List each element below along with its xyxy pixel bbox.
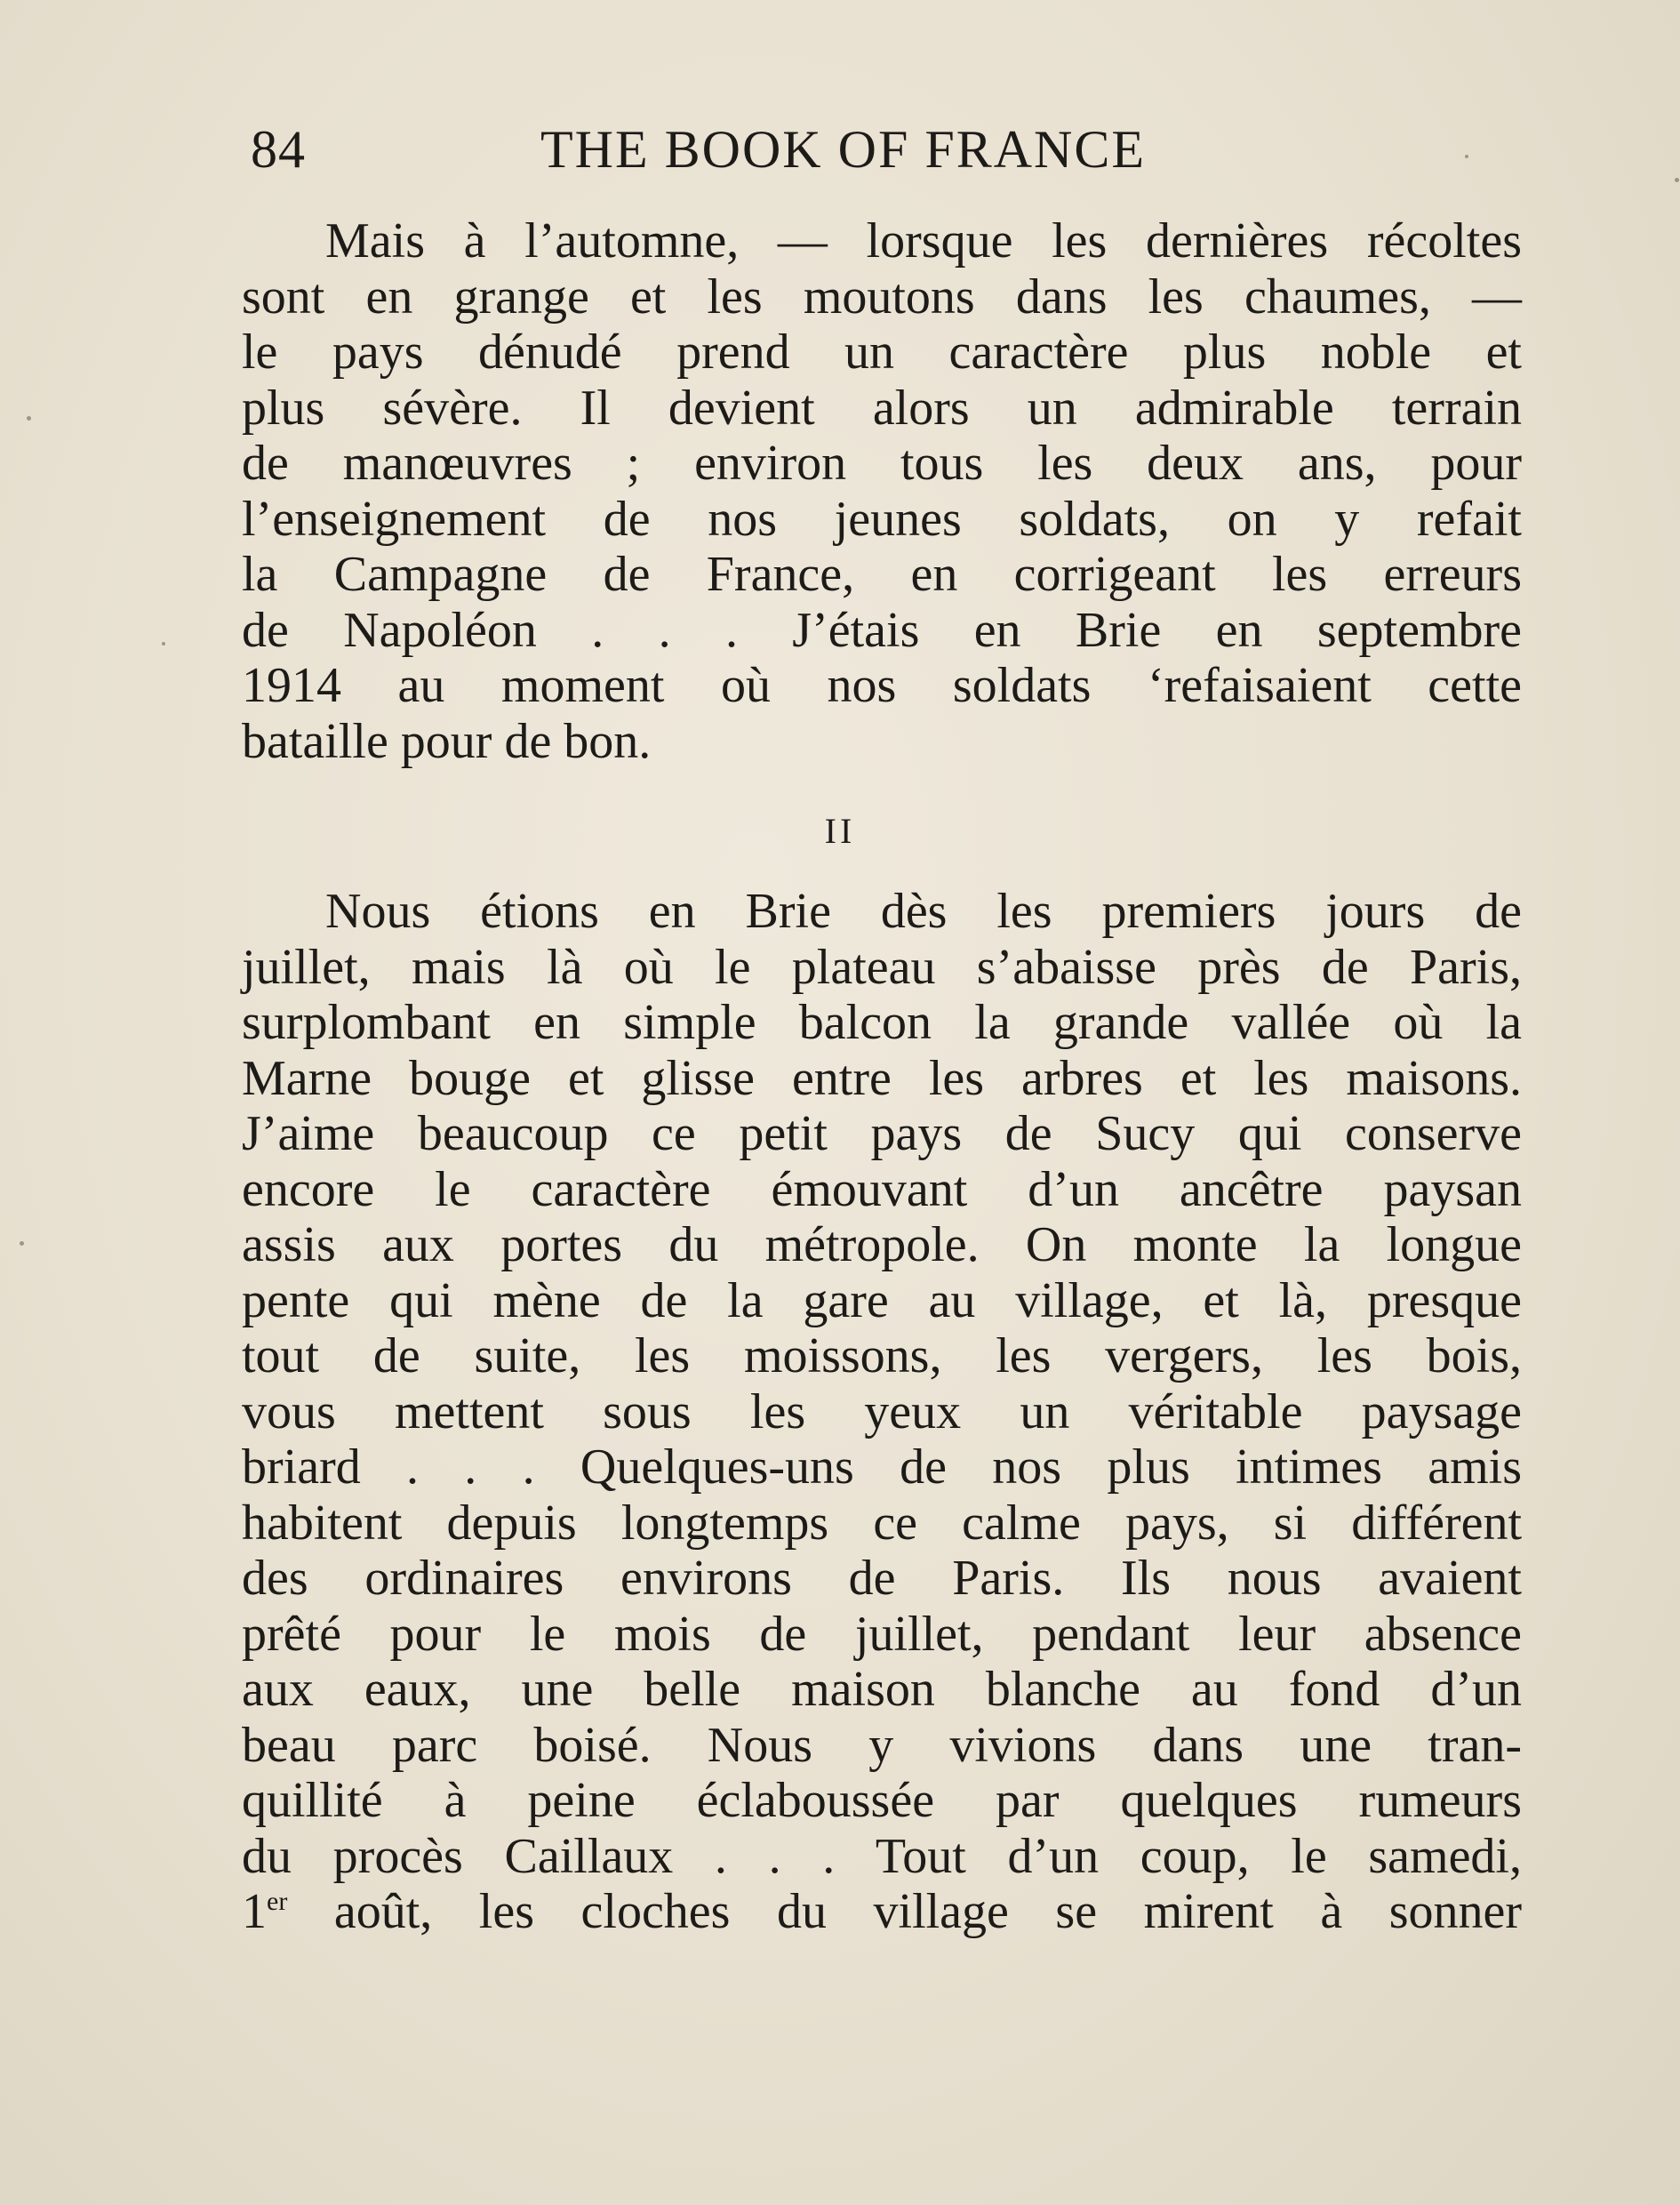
paragraph-2 xyxy=(242,884,1522,1940)
text-line: plus sévère. Il devient alors un admirable terrain xyxy=(242,380,1522,436)
text-line: l’enseignement de nos jeunes soldats, on y refait xyxy=(242,491,1522,547)
text-line: prêté pour le mois de juillet, pendant leur absence xyxy=(242,1606,1522,1662)
text-line: beau parc boisé. Nous y vivions dans une tran- xyxy=(242,1717,1522,1773)
text-line: tout de suite, les moissons, les vergers, les bois, xyxy=(242,1328,1522,1383)
section-number: II xyxy=(824,811,856,851)
paragraph-1 xyxy=(242,213,1522,769)
text-line: Marne bouge et glisse entre les arbres et les maisons. xyxy=(242,1050,1522,1106)
text-line: Mais à l’automne, — lorsque les dernières récoltes xyxy=(325,213,1522,269)
text-line: du procès Caillaux . . . Tout d’un coup, le samedi, xyxy=(242,1828,1522,1884)
text-line: de manœuvres ; environ tous les deux ans, pour xyxy=(242,436,1522,491)
text-line: habitent depuis longtemps ce calme pays, si différent xyxy=(242,1495,1522,1551)
text-line: la Campagne de France, en corrigeant les erreurs xyxy=(242,547,1522,602)
text-line: encore le caractère émouvant d’un ancêtre paysan xyxy=(242,1161,1522,1217)
text-line: assis aux portes du métropole. On monte la longue xyxy=(242,1217,1522,1272)
paper-speck xyxy=(1675,178,1679,182)
text-line: quillité à peine éclaboussée par quelques rumeurs xyxy=(242,1773,1522,1828)
text-line: le pays dénudé prend un caractère plus noble et xyxy=(242,325,1522,380)
text-line: briard . . . Quelques-uns de nos plus intimes amis xyxy=(242,1439,1522,1495)
paper-speck xyxy=(27,416,31,421)
text-line: 1914 au moment où nos soldats ‘refaisaient cette xyxy=(242,658,1522,713)
text-line: J’aime beaucoup ce petit pays de Sucy qui conserve xyxy=(242,1106,1522,1161)
text-line: de Napoléon . . . J’étais en Brie en septembre xyxy=(242,602,1522,658)
page-number: 84 xyxy=(251,120,306,179)
running-title: THE BOOK OF FRANCE xyxy=(540,120,1147,179)
paper-speck xyxy=(20,1241,24,1246)
text-line: sont en grange et les moutons dans les chaumes, — xyxy=(242,269,1522,325)
text-line: surplombant en simple balcon la grande vallée où la xyxy=(242,995,1522,1050)
text-line: vous mettent sous les yeux un véritable paysage xyxy=(242,1383,1522,1439)
text-line: des ordinaires environs de Paris. Ils nous avaient xyxy=(242,1551,1522,1606)
final-line-text: août, les cloches du village se mirent à sonner xyxy=(287,1884,1522,1939)
text-line: bataille pour de bon. xyxy=(242,713,652,769)
text-line-final xyxy=(242,1884,1522,1940)
paper-speck xyxy=(162,642,165,645)
ordinal-suffix: er xyxy=(267,1887,288,1916)
paper-speck xyxy=(1465,155,1468,158)
text-line: Nous étions en Brie dès les premiers jours de xyxy=(325,884,1522,939)
text-line: juillet, mais là où le plateau s’abaisse près de Paris, xyxy=(242,939,1522,995)
text-line: aux eaux, une belle maison blanche au fond d’un xyxy=(242,1662,1522,1717)
ordinal-number: 1 xyxy=(242,1884,267,1939)
text-line: pente qui mène de la gare au village, et là, presque xyxy=(242,1272,1522,1328)
page-header xyxy=(251,114,1520,185)
